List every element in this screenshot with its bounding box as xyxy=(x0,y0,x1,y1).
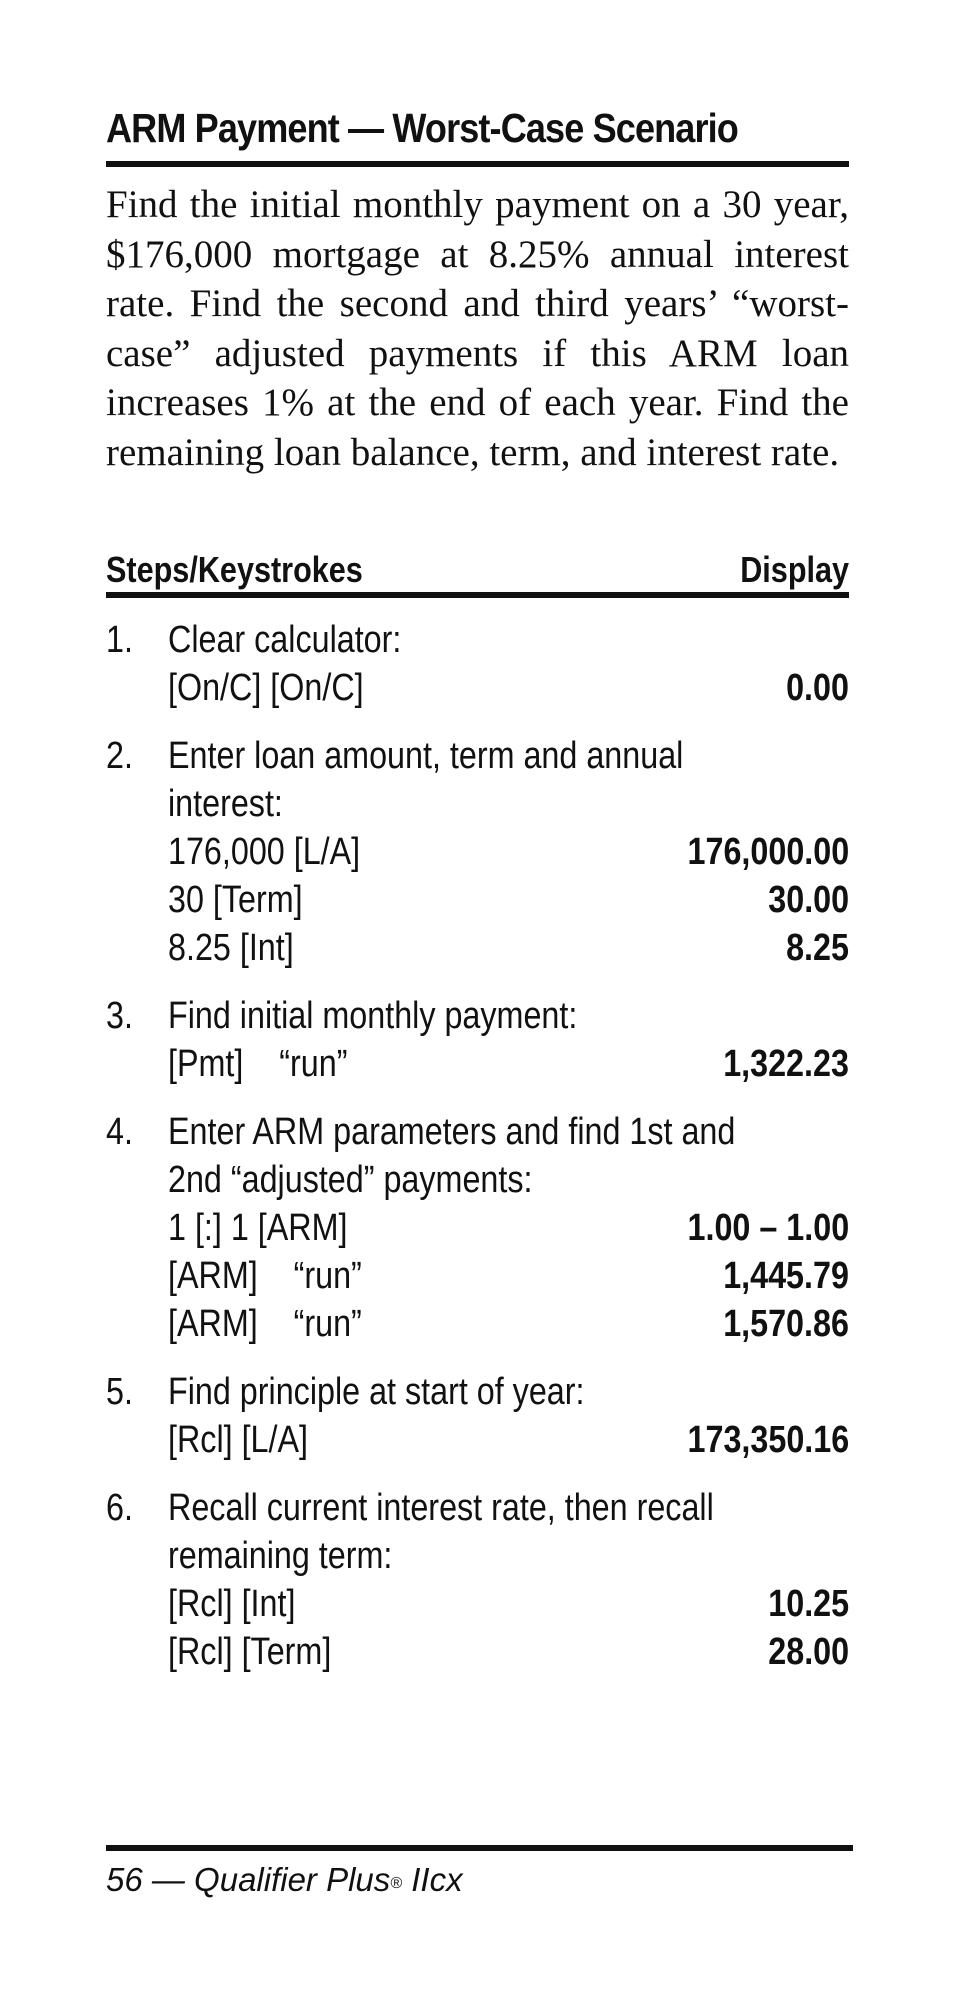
header-rule xyxy=(106,592,849,598)
keystrokes: 8.25 [Int] xyxy=(168,927,294,969)
keystroke-row xyxy=(106,924,849,972)
keystroke-row xyxy=(106,1628,849,1676)
page-footer xyxy=(106,1858,463,1902)
step-description: Enter loan amount, term and annual xyxy=(168,735,684,777)
step-description-line xyxy=(106,992,849,1040)
display-value: 10.25 xyxy=(768,1583,849,1625)
keystrokes: 176,000 [L/A] xyxy=(168,831,361,873)
step-number: 6. xyxy=(106,1487,133,1529)
footer-page-label: 56 — Qualifier Plus xyxy=(106,1861,391,1898)
display-value: 28.00 xyxy=(768,1631,849,1673)
step-number: 4. xyxy=(106,1111,133,1153)
display-value: 1,322.23 xyxy=(723,1043,849,1085)
problem-statement: Find the initial monthly payment on a 30 year, $176,000 mortgage at 8.25% annual interest rate. Find the second and third years’ “worst-case” adjusted payments if this ARM loan increases 1% at the end of each year. Find the remaining loan balance, term, and interest rate. xyxy=(106,183,849,474)
step-description-line xyxy=(106,1532,849,1580)
step-description: remaining term: xyxy=(168,1535,393,1577)
keystrokes: 30 [Term] xyxy=(168,879,303,921)
step-description-line xyxy=(106,1156,849,1204)
keystrokes: [ARM] “run” xyxy=(168,1303,362,1345)
footer-rule xyxy=(106,1845,853,1851)
keystrokes: [Rcl] [Int] xyxy=(168,1583,296,1625)
keystrokes: [On/C] [On/C] xyxy=(168,667,364,709)
keystrokes: [Pmt] “run” xyxy=(168,1043,348,1085)
keystrokes: [Rcl] [L/A] xyxy=(168,1419,309,1461)
step-description-line xyxy=(106,780,849,828)
step-number: 5. xyxy=(106,1371,133,1413)
step-description: Clear calculator: xyxy=(168,619,402,661)
display-value: 30.00 xyxy=(768,879,849,921)
keystrokes: [ARM] “run” xyxy=(168,1255,362,1297)
step-description-line xyxy=(106,1368,849,1416)
display-value: 8.25 xyxy=(786,927,849,969)
keystroke-row xyxy=(106,1580,849,1628)
display-value: 1,445.79 xyxy=(723,1255,849,1297)
step-description: interest: xyxy=(168,783,283,825)
display-column-header: Display xyxy=(740,549,849,590)
step-description-line xyxy=(106,1484,849,1532)
step-description-line xyxy=(106,732,849,780)
step-number: 3. xyxy=(106,995,133,1037)
keystroke-row xyxy=(106,828,849,876)
display-value: 1,570.86 xyxy=(723,1303,849,1345)
keystroke-row xyxy=(106,1416,849,1464)
display-value: 173,350.16 xyxy=(687,1419,849,1461)
column-headers xyxy=(106,548,849,592)
step-number: 2. xyxy=(106,735,133,777)
display-value: 1.00 – 1.00 xyxy=(687,1207,849,1249)
footer-model: IIcx xyxy=(402,1861,463,1898)
step-description: 2nd “adjusted” payments: xyxy=(168,1159,533,1201)
step-description: Recall current interest rate, then recall xyxy=(168,1487,714,1529)
display-value: 0.00 xyxy=(786,667,849,709)
display-value: 176,000.00 xyxy=(687,831,849,873)
step-description-line xyxy=(106,1108,849,1156)
steps-column-header: Steps/Keystrokes xyxy=(106,549,363,590)
keystrokes: [Rcl] [Term] xyxy=(168,1631,332,1673)
step-number: 1. xyxy=(106,619,133,661)
keystroke-row xyxy=(106,876,849,924)
step-description: Find initial monthly payment: xyxy=(168,995,578,1037)
page-title: ARM Payment — Worst-Case Scenario xyxy=(106,105,738,151)
keystroke-row xyxy=(106,1204,849,1252)
keystroke-row xyxy=(106,1252,849,1300)
keystroke-row xyxy=(106,1040,849,1088)
title-rule xyxy=(106,161,849,167)
step-description-line xyxy=(106,616,849,664)
keystrokes: 1 [:] 1 [ARM] xyxy=(168,1207,348,1249)
step-description: Enter ARM parameters and find 1st and xyxy=(168,1111,736,1153)
keystroke-row xyxy=(106,1300,849,1348)
registered-mark: ® xyxy=(390,1875,403,1892)
step-description: Find principle at start of year: xyxy=(168,1371,585,1413)
keystroke-row xyxy=(106,664,849,712)
